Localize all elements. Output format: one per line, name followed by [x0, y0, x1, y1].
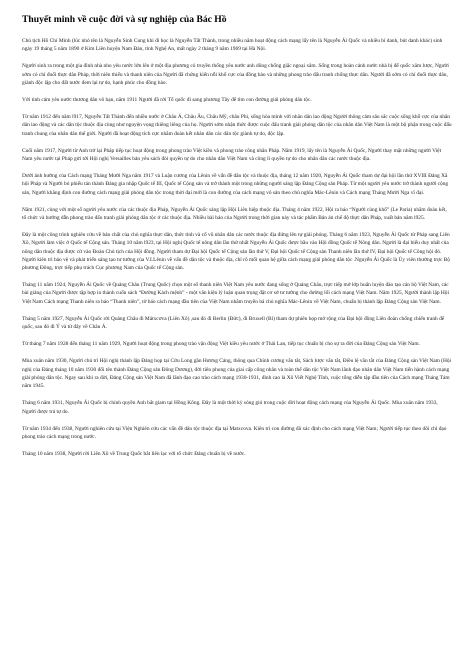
paragraph: Từ năm 1934 đến 1938, Người nghiên cứu tại Viện Nghiên cứu các vấn đề dân tộc thuộc địa tại Matxcova. Kiên trì con đường đã xác định cho cách mạng Việt Nam; Người tiếp tục theo dõi chỉ đạo phong trào cách mạng trong nước.	[22, 425, 447, 440]
paragraph: Tháng 10 năm 1938, Người rời Liên Xô về Trung Quốc bắt liên lạc với tổ chức Đảng chuẩn bị về nước.	[22, 451, 246, 458]
paragraph: Người sinh ra trong một gia đình nhà nho yêu nước lớn lên ở một địa phương có truyền thống yêu nước anh dũng chống giặc ngoại xâm. Sống trong hoàn cảnh nước nhà bị đế quốc xâm lược, Người sớm có chí đuổi thực dân Pháp, thời niên thiếu và thanh niên của Người đã chứng kiến nỗi khổ cực của đồng bào và những phong trào đấu tranh chống thực dân. Người đã sớm có chí đuổi thực dân, giành độc lập cho đất nước đem lại tự do, hạnh phúc cho đồng bào.	[22, 63, 449, 86]
paragraph: Đây là một công trình nghiên cứu về bản chất của chủ nghĩa thực dân, thức tỉnh và cổ vũ nhân dân các nước thuộc địa đứng lên tự giải phóng. Tháng 6 năm 1923, Nguyễn Ái Quốc từ Pháp sang Liên Xô, Người làm việc ở Quốc tế Cộng sản. Tháng 10 năm l923, tại Hội nghị Quốc tế nông dân lần thứ nhất Nguyễn Ái Quốc được bầu vào Hội đồng Quốc tế Nông dân. Người là đại biểu duy nhất của nông dân thuộc địa được cử vào Đoàn Chủ tịch của Hội đồng. Người tham dự Đại hội Quốc tế Cộng sản lần thứ V, Đại hội Quốc tế Cộng sản Thanh niên lần thứ IV, Đại hội Quốc tế Công hội đỏ. Người kiên trì bảo vệ và phát triển sáng tạo tư tưởng của V.I.Lênin về vấn đề dân tộc và thuộc địa, chỉ rõ mối quan hệ giữa cách mạng giải phóng dân tộc .Nguyễn Ái Quốc là Ủy viên thường trực Bộ phương Đông, trực tiếp phụ trách Cục phương Nam của Quốc tế Cộng sản.	[22, 232, 450, 272]
paragraph: Cuối năm 1917, Người từ Anh trở lại Pháp tiếp tục hoạt động trong phong trào Việt kiều và phong trào công nhân Pháp. Năm 1919, lấy tên là Nguyễn Ái Quốc, Người thay mặt những người Việt Nam yêu nước tại Pháp gửi tới Hội nghị Versailles bản yêu sách đòi quyền tự do cho nhân dân Việt Nam và công lì quyền tự do cho nhân dân các nước thuộc địa.	[22, 147, 442, 163]
paragraph: Tháng 6 năm 1931, Nguyễn Ái Quốc bị chính quyền Anh bắt giam tại Hồng Kông. Đây là một thời kỳ sóng gió trong cuộc đời hoạt động cách mạng của Nguyễn Ái Quốc. Mùa xuân năm 1933, Người được trả tự do.	[22, 400, 438, 415]
paragraph: Chủ tịch Hồ Chí Minh (lúc nhỏ tên là Nguyễn Sinh Cung khi đi học là Nguyễn Tất Thành, trong nhiều năm hoạt động cách mạng lấy tên là Nguyễn Ái Quốc và nhiều bí danh, bút danh khác) sinh ngày 19 tháng 5 năm 1890 ở Kim Liên huyện Nam Đàn, tỉnh Nghệ An, mất ngày 2 tháng 9 năm 1969 tại Hà Nội.	[22, 38, 443, 53]
paragraph: Tháng 11 năm 1924, Nguyễn Ái Quốc về Quảng Châu (Trung Quốc) chọn một số thanh niên Việt Nam yêu nước đang sống ở Quảng Châu, trực tiếp mở lớp huấn luyện đào tạo cán bộ Việt Nam, các bài giảng của Người được tập hợp in thành cuốn sách “Đường Kách mệnh” - một văn kiện lý luận quan trọng đặt cơ sở tư tưởng cho đường lối cách mạng Việt Nam. Năm 1925, Người thành lập Hội Việt Nam Cách mạng Thanh niên ra báo “Thanh niên”, tờ báo cách mạng đầu tiên của Việt Nam nhằm truyền bá chủ nghĩa Mác-Lênin về Việt Nam, chuẩn bị thành lập Đảng Cộng sản Việt Nam.	[22, 282, 449, 305]
paragraph: Với tinh cảm yêu nước thương dân vô hạn, năm 1911 Người đã rời Tổ quốc đi sang phương Tây để tìm con đường giải phóng dân tộc.	[22, 97, 312, 104]
paragraph: Mùa xuân năm 1930, Người chủ trì Hội nghị thành lập Đảng họp tại Cửu Long gần Hương Cảng, thông qua Chính cương vắn tắt, Sách lược vắn tắt, Điều lệ vắn tắt của Đảng Cộng sản Việt Nam (Hội nghị của Đảng tháng 10 năm 1930 đổi tên thành Đảng Cộng sản Đông Dương), đời tiên phong của giai cấp công nhân và toàn thể dân tộc Việt Nam lãnh đạo nhân dân Việt Nam tiến hành cách mạng giải phóng dân tộc. Ngay sau khi ra đời, Đảng Cộng sản Việt Nam đã lãnh đạo cao trào cách mạng 1930-1931, đỉnh cao là Xô Viết Nghệ Tĩnh, cuộc tổng diễn tập đầu tiên của Cách mạng Tháng Tám năm 1945.	[22, 358, 452, 390]
paragraph: Năm 1921, cùng với một số người yêu nước của các thuộc địa Pháp, Nguyễn Ái Quốc sáng lập Hội Liên hiệp thuộc địa. Tháng 4 năm 1922, Hội ra báo “Người cùng khổ” (Le Paria) nhằm đoàn kết, tổ chức và hướng dẫn phong trào đấu tranh giải phóng dân tộc ở các thuộc địa. Nhiều bài báo của Người trong thời gian này và tác phẩm Bản án chế độ thực dân Pháp, xuất bản năm l925.	[22, 206, 447, 222]
paragraph: Tháng 5 năm 1927, Nguyễn Ái Quốc rời Quảng Châu đi Mátxcơva (Liên Xô) ,sau đó đi Berlin (Đức), đi Bruxell (Bỉ) tham dự phiên họp mở rộng của Đại hội đồng Liên đoàn chống chiến tranh đế quốc, sau đó đi Ý và từ đây về Châu Á.	[22, 315, 445, 331]
document-title: Thuyết minh về cuộc đời và sự nghiệp của Bác Hồ	[22, 14, 227, 25]
paragraph: Dưới ảnh hưởng của Cách mạng Tháng Mười Nga năm 1917 và Luận cương của Lênin về vấn đề dân tộc và thuộc địa, tháng 12 năm 1920, Nguyễn Ái Quốc tham dự đại hội lần thứ XVIII Đảng Xã hội Pháp và Người bỏ phiếu tán thành Đảng gia nhập Quốc tế III, Quốc tế Cộng sản và trở thành một trong những người sáng lập Đảng Cộng sản Pháp. Từ một người yêu nước trở thành người cộng sản, Người khẳng định con đường cách mạng giải phóng dân tộc trong thời đại mới là con đường của cách mạng vô sản theo chủ nghĩa Mác-Lênin và Cách mạng Tháng Mười Nga vĩ đại.	[22, 173, 449, 196]
paragraph: Từ tháng 7 năm 1928 đến tháng 11 năm 1929, Người hoạt động trong phong trào vận động Việt kiều yêu nước ở Thái Lan, tiếp tục chuẩn bị cho sự ra đời của Đảng Cộng sản Việt Nam.	[22, 341, 420, 348]
paragraph: Từ năm 1912 đến năm l917, Nguyễn Tất Thành đến nhiều nước ở Châu Á, Châu Âu, Châu Mỹ, châu Phi, sống hòa mình với nhân dân lao động Người thông cảm sâu sắc cuộc sống khổ cực của nhân dân lao động và các dân tộc thuộc địa cùng như nguyện vọng thiêng liêng của họ. Người sớm nhận thức được cuộc đấu tranh giải phóng dân tộc của nhân dân Việt Nam là một bộ phận trong cuộc đấu tranh chung của nhân dân thế giới. Người đã hoạt động tích cực nhằm đoàn kết nhân dân các dân tộc giành tự do, độc lập.	[22, 114, 452, 137]
